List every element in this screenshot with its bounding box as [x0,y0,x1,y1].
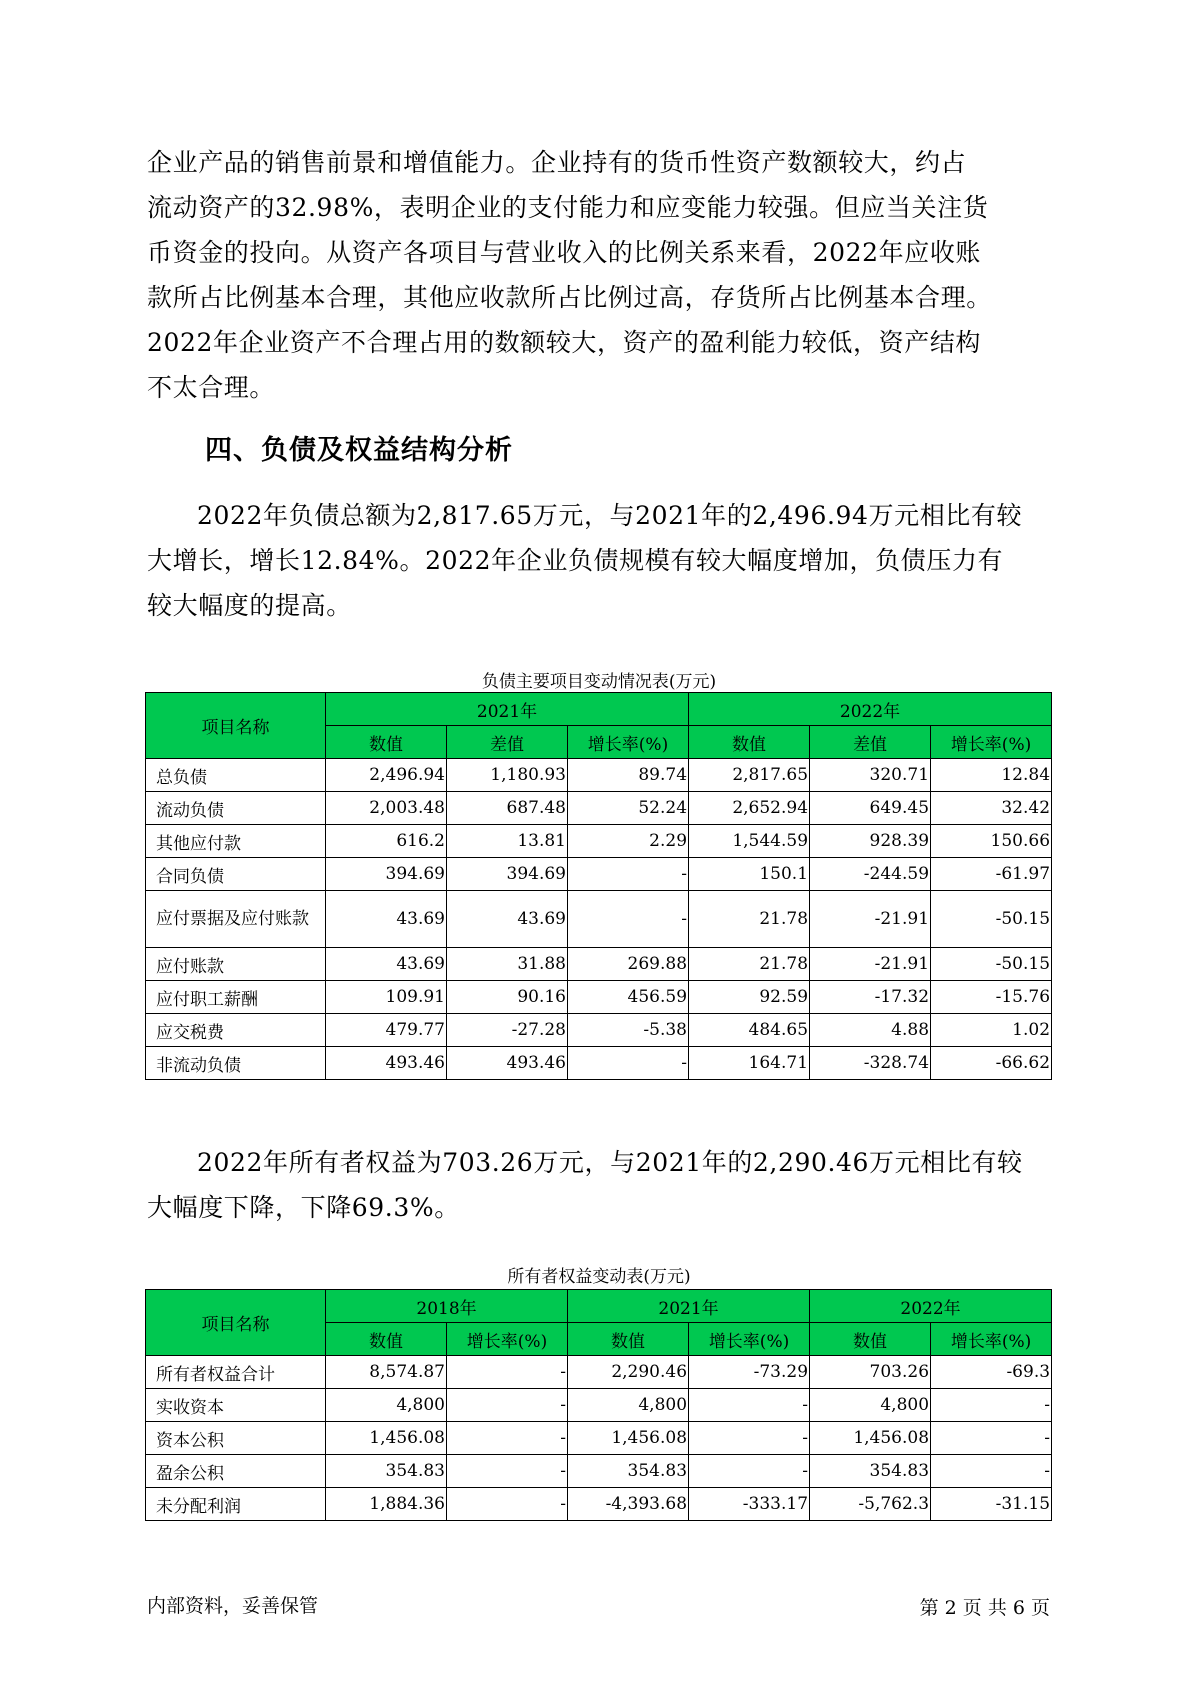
table-cell: - [931,1455,1052,1488]
table-cell: 1.02 [931,1014,1052,1047]
table-cell: 456.59 [568,981,689,1014]
header-diff: 差值 [810,726,931,759]
table-row [146,981,1052,1014]
table-cell: 43.69 [326,891,447,948]
text-line: 不太合理。 [147,373,276,402]
text-line: 大幅度下降，下降69.3%。 [147,1193,460,1222]
table-cell: - [447,1422,568,1455]
table-cell: - [689,1389,810,1422]
header-growth: 增长率(%) [931,726,1052,759]
table-cell: - [931,1389,1052,1422]
header-growth: 增长率(%) [689,1323,810,1356]
table-cell: 703.26 [810,1356,931,1389]
table-cell: -50.15 [931,891,1052,948]
text-line: 流动资产的32.98%，表明企业的支付能力和应变能力较强。但应当关注货 [147,193,989,222]
table-cell: 1,544.59 [689,825,810,858]
header-year: 2022年 [689,693,1052,726]
table-cell: 2,817.65 [689,759,810,792]
row-label: 非流动负债 [146,1047,326,1080]
table-cell: 109.91 [326,981,447,1014]
table-cell: - [568,858,689,891]
table-cell: 2,290.46 [568,1356,689,1389]
paragraph-assets [147,140,1047,410]
table-cell: - [447,1389,568,1422]
table-cell: - [447,1455,568,1488]
table-cell: 150.66 [931,825,1052,858]
row-label: 盈余公积 [146,1455,326,1488]
paragraph-liabilities [147,493,1047,628]
table-cell: 52.24 [568,792,689,825]
table-cell: -21.91 [810,948,931,981]
row-label: 应交税费 [146,1014,326,1047]
footer-confidential: 内部资料，妥善保管 [147,1595,319,1617]
table-cell: - [447,1356,568,1389]
table-cell: - [931,1422,1052,1455]
table-cell: 4,800 [568,1389,689,1422]
table-cell: -4,393.68 [568,1488,689,1521]
table-cell: 1,180.93 [447,759,568,792]
table-row [146,1389,1052,1422]
table-row [146,1488,1052,1521]
table-cell: 928.39 [810,825,931,858]
table-cell: 616.2 [326,825,447,858]
table-cell: 43.69 [326,948,447,981]
table-cell: 90.16 [447,981,568,1014]
text-line: 大增长，增长12.84%。2022年企业负债规模有较大幅度增加，负债压力有 [147,546,1004,575]
table-cell: -73.29 [689,1356,810,1389]
table-cell: 4,800 [810,1389,931,1422]
text-line: 币资金的投向。从资产各项目与营业收入的比例关系来看，2022年应收账 [147,238,982,267]
table-cell: 12.84 [931,759,1052,792]
row-label: 实收资本 [146,1389,326,1422]
table-cell: 354.83 [568,1455,689,1488]
row-label: 未分配利润 [146,1488,326,1521]
table-cell: -15.76 [931,981,1052,1014]
header-value: 数值 [689,726,810,759]
table-cell: 21.78 [689,891,810,948]
header-growth: 增长率(%) [447,1323,568,1356]
table-cell: -244.59 [810,858,931,891]
table-cell: 484.65 [689,1014,810,1047]
table-cell: - [689,1455,810,1488]
row-label: 应付职工薪酬 [146,981,326,1014]
text-line: 较大幅度的提高。 [147,591,352,620]
header-year: 2021年 [326,693,689,726]
table-cell: -328.74 [810,1047,931,1080]
table-cell: 32.42 [931,792,1052,825]
table-cell: -50.15 [931,948,1052,981]
table-cell: 1,456.08 [568,1422,689,1455]
table-row [146,1047,1052,1080]
table-cell: 649.45 [810,792,931,825]
table-cell: 479.77 [326,1014,447,1047]
table-cell: -5,762.3 [810,1488,931,1521]
table-row [146,759,1052,792]
table-row [146,1422,1052,1455]
table-cell: 687.48 [447,792,568,825]
footer-page-number: 第 2 页 共 6 页 [919,1597,1050,1619]
text-line: 款所占比例基本合理，其他应收款所占比例过高，存货所占比例基本合理。 [147,283,992,312]
table-cell: -31.15 [931,1488,1052,1521]
header-value: 数值 [568,1323,689,1356]
header-year: 2022年 [810,1290,1052,1323]
table-cell: 2.29 [568,825,689,858]
table-cell: 2,003.48 [326,792,447,825]
table-cell: -5.38 [568,1014,689,1047]
table-cell: 31.88 [447,948,568,981]
header-year: 2021年 [568,1290,810,1323]
table-cell: 320.71 [810,759,931,792]
header-item-name: 项目名称 [146,693,326,759]
table-cell: 269.88 [568,948,689,981]
row-label: 所有者权益合计 [146,1356,326,1389]
table-row [146,858,1052,891]
table-cell: - [568,1047,689,1080]
table-cell: -66.62 [931,1047,1052,1080]
row-label: 流动负债 [146,792,326,825]
row-label: 其他应付款 [146,825,326,858]
table-row [146,1356,1052,1389]
text-line: 2022年负债总额为2,817.65万元，与2021年的2,496.94万元相比有较 [197,501,1023,530]
table-row [146,1455,1052,1488]
table-cell: 4.88 [810,1014,931,1047]
table-cell: 1,456.08 [326,1422,447,1455]
table-cell: 2,652.94 [689,792,810,825]
text-line: 2022年企业资产不合理占用的数额较大，资产的盈利能力较低，资产结构 [147,328,982,357]
header-item-name: 项目名称 [146,1290,326,1356]
table-cell: 150.1 [689,858,810,891]
table-cell: -61.97 [931,858,1052,891]
table-row [146,891,1052,948]
table-caption-equity: 所有者权益变动表(万元) [507,1267,691,1287]
table-cell: -69.3 [931,1356,1052,1389]
table-cell: 394.69 [447,858,568,891]
paragraph-equity [147,1140,1047,1230]
table-cell: -27.28 [447,1014,568,1047]
table-cell: -333.17 [689,1488,810,1521]
table-cell: - [689,1422,810,1455]
equity-table [145,1289,1052,1521]
table-row [146,1014,1052,1047]
table-caption-liabilities: 负债主要项目变动情况表(万元) [481,672,717,692]
table-cell: 1,884.36 [326,1488,447,1521]
table-cell: -17.32 [810,981,931,1014]
header-growth: 增长率(%) [931,1323,1052,1356]
table-cell: 1,456.08 [810,1422,931,1455]
table-row [146,948,1052,981]
table-cell: 8,574.87 [326,1356,447,1389]
table-cell: 493.46 [447,1047,568,1080]
header-diff: 差值 [447,726,568,759]
table-cell: 13.81 [447,825,568,858]
table-cell: - [447,1488,568,1521]
table-cell: 164.71 [689,1047,810,1080]
table-cell: 21.78 [689,948,810,981]
liabilities-table [145,692,1052,1080]
table-cell: 2,496.94 [326,759,447,792]
table-cell: 43.69 [447,891,568,948]
header-value: 数值 [810,1323,931,1356]
header-growth: 增长率(%) [568,726,689,759]
table-cell: 354.83 [810,1455,931,1488]
table-cell: 394.69 [326,858,447,891]
table-row [146,825,1052,858]
row-label: 应付账款 [146,948,326,981]
table-cell: 92.59 [689,981,810,1014]
table-row [146,792,1052,825]
text-line: 2022年所有者权益为703.26万元，与2021年的2,290.46万元相比有较 [197,1148,1023,1177]
table-cell: - [568,891,689,948]
table-cell: -21.91 [810,891,931,948]
table-cell: 354.83 [326,1455,447,1488]
row-label: 总负债 [146,759,326,792]
header-year: 2018年 [326,1290,568,1323]
header-value: 数值 [326,1323,447,1356]
table-cell: 4,800 [326,1389,447,1422]
table-cell: 89.74 [568,759,689,792]
row-label: 资本公积 [146,1422,326,1455]
header-value: 数值 [326,726,447,759]
section-heading: 四、负债及权益结构分析 [205,435,513,466]
row-label: 合同负债 [146,858,326,891]
row-label: 应付票据及应付账款 [146,891,326,948]
table-cell: 493.46 [326,1047,447,1080]
text-line: 企业产品的销售前景和增值能力。企业持有的货币性资产数额较大，约占 [147,148,967,177]
